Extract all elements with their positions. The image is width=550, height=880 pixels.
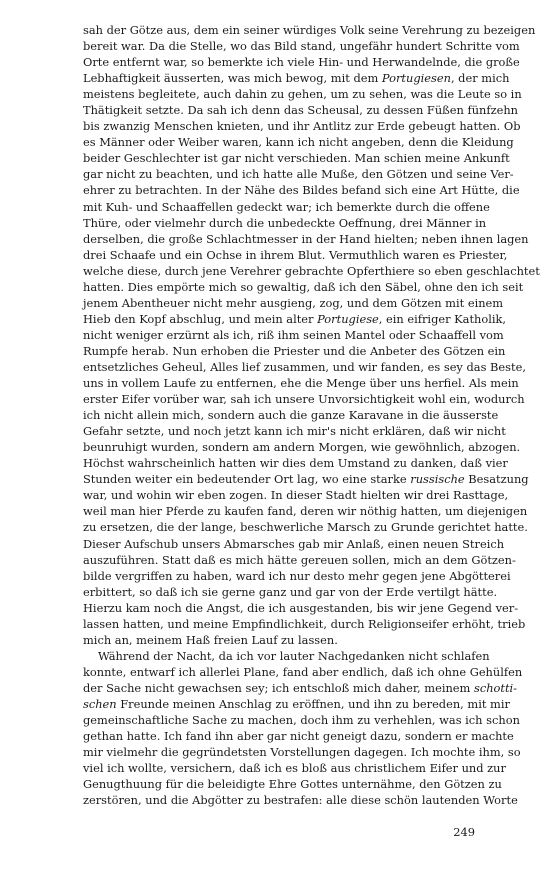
text-line (83, 712, 520, 728)
text-line (83, 311, 507, 327)
text-run: konnte, entwarf ich allerlei Plane, fand aber endlich, daß ich ohne Gehülfen (83, 664, 523, 679)
text-line (83, 118, 521, 134)
text-run: mich an, meinem Haß freien Lauf zu lassen. (83, 632, 338, 647)
text-line (83, 38, 520, 54)
text-line (83, 792, 518, 808)
text-line (83, 600, 519, 616)
text-line (83, 407, 499, 423)
text-line (83, 70, 510, 86)
text-run: zu ersetzen, die der lange, beschwerliche Marsch zu Grunde gerichtet hatte. (83, 520, 528, 535)
text-run: welche diese, durch jene Verehrer gebrachte Opferthiere so eben geschlachtet (83, 263, 540, 278)
text-run: Während der Nacht, da ich vor lauter Nachgedanken nicht schlafen (98, 648, 490, 663)
text-line (83, 648, 490, 664)
text-run: Dieser Aufschub unsers Abmarsches gab mir Anlaß, einen neuen Streich (83, 536, 505, 551)
text-run: Hieb den Kopf abschlug, und mein alter (83, 311, 318, 326)
text-run: viel ich wollte, versichern, daß ich es bloß aus christlichem Eifer und zur (83, 761, 506, 776)
text-line (83, 439, 521, 455)
text-line (83, 536, 505, 552)
text-run: uns in vollem Laufe zu entfernen, ehe die Menge über uns herfiel. Als mein (83, 376, 519, 391)
text-line (83, 343, 506, 359)
text-line (83, 86, 522, 102)
page-body (83, 22, 540, 808)
text-run: , der mich (450, 71, 510, 86)
text-run: nicht weniger erzürnt als ich, riß ihm seinen Mantel oder Schaaffell vom (83, 327, 504, 342)
text-run: Lebhaftigkeit äusserten, was mich bewog, mit dem (83, 71, 382, 86)
text-line (83, 247, 508, 263)
text-run: es Männer oder Weiber waren, kann ich nicht angeben, denn die Kleidung (83, 135, 514, 150)
text-run: Hierzu kam noch die Angst, die ich ausgestanden, bis wir jene Gegend ver- (83, 600, 519, 615)
text-run: gemeinschaftliche Sache zu machen, doch ihm zu verhehlen, was ich schon (83, 713, 520, 728)
text-run: Thüre, oder vielmehr durch die unbedeckte Oeffnung, drei Männer in (83, 215, 487, 230)
italic-text: schotti- (473, 680, 518, 695)
paragraph (83, 22, 540, 648)
text-run: mit Kuh- und Schaaffellen gedeckt war; ich bemerkte durch die offene (83, 199, 490, 214)
text-run: bilde vergriffen zu haben, ward ich nur desto mehr gegen jene Abgötterei (83, 568, 511, 583)
text-line (83, 471, 529, 487)
text-run: , ein eifriger Katholik, (378, 311, 507, 326)
text-run: ich nicht allein mich, sondern auch die ganze Karavane in die äusserste (83, 408, 499, 423)
text-line (83, 696, 510, 712)
text-line (83, 295, 504, 311)
text-line (83, 54, 520, 70)
text-run: der Sache nicht gewachsen sey; ich entschloß mich daher, meinem (83, 680, 474, 695)
text-line (83, 728, 514, 744)
italic-text: schen (83, 696, 117, 711)
text-line (83, 552, 516, 568)
text-line (83, 375, 519, 391)
text-line (83, 359, 526, 375)
text-line (83, 455, 508, 471)
text-line (83, 279, 524, 295)
italic-text: russische (410, 472, 465, 487)
text-run: drei Schaafe und ein Ochse in ihrem Blut. Vermuthlich waren es Priester, (83, 247, 508, 262)
text-run: bis zwanzig Menschen knieten, und ihr Antlitz zur Erde gebeugt hatten. Ob (83, 119, 521, 134)
text-line (83, 423, 506, 439)
text-run: beunruhigt wurden, sondern am andern Morgen, wie gewöhnlich, abzogen. (83, 440, 521, 455)
paragraph (83, 648, 523, 808)
text-run: Genugthuung für die beleidigte Ehre Gottes unternähme, den Götzen zu (83, 777, 502, 792)
text-run: Stunden weiter ein bedeutender Ort lag, wo eine starke (83, 472, 411, 487)
italic-text: Portugiese (317, 311, 379, 326)
text-line (83, 231, 529, 247)
text-run: ehrer zu betrachten. In der Nähe des Bildes befand sich eine Art Hütte, die (83, 183, 520, 198)
text-line (83, 776, 502, 792)
text-run: lassen hatten, und meine Empfindlichkeit, durch Religionseifer erhöht, trieb (83, 616, 526, 631)
text-line (83, 584, 498, 600)
text-run: sah der Götze aus, dem ein seiner würdiges Volk seine Verehrung zu bezeigen (83, 23, 536, 37)
text-line (83, 166, 514, 182)
text-line (83, 215, 487, 231)
text-run: Orte entfernt war, so bemerkte ich viele Hin- und Herwandelnde, die große (83, 55, 520, 70)
text-line (83, 327, 504, 343)
text-run: jenem Abentheuer nicht mehr ausgieng, zog, und dem Götzen mit einem (83, 295, 504, 310)
text-run: Gefahr setzte, und noch jetzt kann ich mir's nicht erklären, daß wir nicht (83, 424, 506, 439)
text-line (83, 760, 506, 776)
text-line (83, 664, 523, 680)
text-run: hatten. Dies empörte mich so gewaltig, daß ich den Säbel, ohne den ich seit (83, 279, 524, 294)
text-line (83, 744, 521, 760)
text-run: Freunde meinen Anschlag zu eröffnen, und ihn zu bereden, mit mir (116, 696, 510, 711)
text-line (83, 616, 526, 632)
text-line (83, 391, 525, 407)
text-run: Höchst wahrscheinlich hatten wir dies dem Umstand zu danken, daß vier (83, 456, 508, 471)
page-number: 249 (453, 825, 475, 839)
italic-text: Portugiesen (381, 71, 451, 86)
text-run: Rumpfe herab. Nun erhoben die Priester und die Anbeter des Götzen ein (83, 343, 506, 358)
text-run: meistens begleitete, auch dahin zu gehen, um zu sehen, was die Leute so in (83, 87, 522, 102)
text-run: zerstören, und die Abgötter zu bestrafen: alle diese schön lautenden Worte (83, 793, 518, 808)
text-line (83, 680, 518, 696)
text-run: bereit war. Da die Stelle, wo das Bild stand, ungefähr hundert Schritte vom (83, 39, 520, 54)
text-run: erbittert, so daß ich sie gerne ganz und gar von der Erde vertilgt hätte. (83, 584, 498, 599)
text-line (83, 568, 511, 584)
text-line (83, 263, 540, 279)
text-run: entsetzliches Geheul, Alles lief zusammen, und wir fanden, es sey das Beste, (83, 359, 526, 374)
text-run: mir vielmehr die gegründetsten Vorstellungen dagegen. Ich mochte ihm, so (83, 745, 521, 760)
text-run: gethan hatte. Ich fand ihn aber gar nicht geneigt dazu, sondern er machte (83, 729, 514, 744)
text-line (83, 519, 528, 535)
text-run: Besatzung (464, 472, 529, 487)
text-line (83, 22, 536, 38)
text-run: erster Eifer vorüber war, sah ich unsere Unvorsichtigkeit wohl ein, wodurch (83, 392, 525, 407)
text-line (83, 150, 510, 166)
text-line (83, 199, 490, 215)
text-line (83, 134, 514, 150)
text-run: beider Geschlechter ist gar nicht verschieden. Man schien meine Ankunft (83, 151, 510, 166)
text-line (83, 182, 520, 198)
text-run: derselben, die große Schlachtmesser in der Hand hielten; neben ihnen lagen (83, 231, 529, 246)
text-run: Thätigkeit setzte. Da sah ich denn das Scheusal, zu dessen Füßen fünfzehn (83, 103, 518, 118)
text-line (83, 487, 509, 503)
text-run: auszuführen. Statt daß es mich hätte gereuen sollen, mich an dem Götzen- (83, 552, 516, 567)
text-line (83, 102, 518, 118)
text-line (83, 632, 475, 648)
text-run: gar nicht zu beachten, und ich hatte alle Muße, den Götzen und seine Ver- (83, 167, 514, 182)
text-line (83, 503, 528, 519)
text-run: war, und wohin wir eben zogen. In dieser Stadt hielten wir drei Rasttage, (83, 488, 509, 503)
text-run: weil man hier Pferde zu kaufen fand, deren wir nöthig hatten, um diejenigen (83, 504, 528, 519)
